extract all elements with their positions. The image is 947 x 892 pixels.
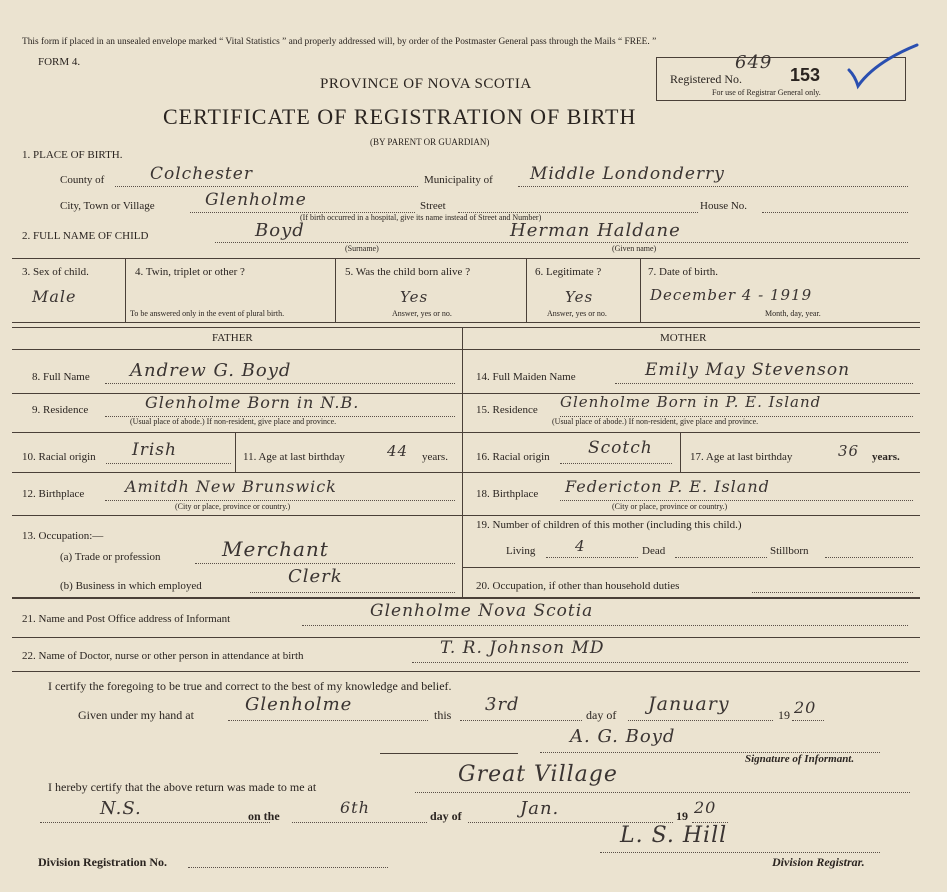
certification-month: January <box>648 693 730 715</box>
given-place: Glenholme <box>245 694 353 715</box>
mother-residence: Glenholme Born in P. E. Island <box>560 393 822 411</box>
this-label: this <box>434 708 452 722</box>
surname-caption: (Surname) <box>345 244 379 253</box>
registrar-year: 20 <box>694 798 717 817</box>
father-name: Andrew G. Boyd <box>130 360 292 381</box>
hospital-note: (If birth occurred in a hospital, give its name instead of Street and Number) <box>300 213 542 222</box>
mother-birthplace: Federicton P. E. Island <box>565 477 770 496</box>
mother-birthplace-note: (City or place, province or country.) <box>612 502 728 511</box>
street-label: Street <box>420 200 446 212</box>
signature-caption: Signature of Informant. <box>745 753 855 765</box>
stillborn-label: Stillborn <box>770 545 809 557</box>
registrar-year-prefix: 19 <box>676 809 688 823</box>
on-the-label: on the <box>248 809 280 823</box>
living-label: Living <box>506 545 536 557</box>
twin-label: 4. Twin, triplet or other ? <box>135 266 245 278</box>
certificate-subtitle: (BY PARENT OR GUARDIAN) <box>370 137 490 147</box>
trade-label: (a) Trade or profession <box>60 551 161 563</box>
province-heading: PROVINCE OF NOVA SCOTIA <box>320 76 532 92</box>
alive-note: Answer, yes or no. <box>392 309 452 318</box>
checkmark-icon <box>845 42 920 90</box>
father-residence: Glenholme Born in N.B. <box>145 393 360 412</box>
certification-year: 20 <box>794 698 817 717</box>
informant-value: Glenholme Nova Scotia <box>370 601 594 621</box>
legitimate-note: Answer, yes or no. <box>547 309 607 318</box>
certificate-title: CERTIFICATE OF REGISTRATION OF BIRTH <box>163 104 637 129</box>
legitimate-label: 6. Legitimate ? <box>535 266 602 278</box>
registered-number: 153 <box>790 65 821 85</box>
division-registration-label: Division Registration No. <box>38 855 167 869</box>
father-residence-label: 9. Residence <box>32 404 89 416</box>
registrar-statement: I hereby certify that the above return was made to me at <box>48 780 317 794</box>
informant-signature: A. G. Boyd <box>570 726 676 747</box>
twin-note: To be answered only in the event of plural birth. <box>130 309 285 318</box>
mother-occupation-label: 20. Occupation, if other than household duties <box>476 580 680 592</box>
alive-label: 5. Was the child born alive ? <box>345 266 471 278</box>
father-name-label: 8. Full Name <box>32 371 90 383</box>
father-age-unit: years. <box>422 451 448 463</box>
informant-label: 21. Name and Post Office address of Informant <box>22 613 231 625</box>
mother-residence-label: 15. Residence <box>476 404 538 416</box>
registrar-province: N.S. <box>100 798 142 819</box>
city-value: Glenholme <box>205 190 307 210</box>
father-trade: Merchant <box>222 537 329 561</box>
mother-residence-note: (Usual place of abode.) If non-resident, give place and province. <box>552 417 759 426</box>
house-no-label: House No. <box>700 200 748 212</box>
registrar-place: Great Village <box>458 762 618 787</box>
certification-day: 3rd <box>485 694 520 715</box>
sex-value: Male <box>32 287 77 306</box>
child-given-name: Herman Haldane <box>510 220 681 241</box>
business-label: (b) Business in which employed <box>60 580 202 592</box>
father-racial-label: 10. Racial origin <box>22 451 96 463</box>
father-racial: Irish <box>132 440 177 460</box>
children-label: 19. Number of children of this mother (including this child.) <box>476 519 742 531</box>
mother-racial: Scotch <box>588 438 653 458</box>
mother-age: 36 <box>838 442 860 460</box>
dob-label: 7. Date of birth. <box>648 266 718 278</box>
alive-value: Yes <box>400 288 429 306</box>
father-occupation-label: 13. Occupation:— <box>22 530 104 542</box>
registrar-month: Jan. <box>520 798 560 819</box>
mother-heading: MOTHER <box>660 332 707 344</box>
mother-name: Emily May Stevenson <box>645 360 851 380</box>
mother-age-unit: years. <box>872 451 900 463</box>
father-age-label: 11. Age at last birthday <box>243 451 345 463</box>
doctor-label: 22. Name of Doctor, nurse or other person in attendance at birth <box>22 650 304 662</box>
dob-note: Month, day, year. <box>765 309 821 318</box>
mother-birthplace-label: 18. Birthplace <box>476 488 539 500</box>
postal-notice: This form if placed in an unsealed envelope marked “ Vital Statistics ” and properly addressed will, by order of the Postmaster General pass through the Mails “ FREE. ” <box>22 37 657 47</box>
father-age: 44 <box>387 442 409 460</box>
day-of-label: day of <box>586 708 617 722</box>
given-caption: (Given name) <box>612 244 657 253</box>
father-birthplace-note: (City or place, province or country.) <box>175 502 291 511</box>
registrar-signature: L. S. Hill <box>620 823 728 848</box>
child-surname: Boyd <box>255 220 305 241</box>
mother-name-label: 14. Full Maiden Name <box>476 371 576 383</box>
sex-label: 3. Sex of child. <box>22 266 89 278</box>
municipality-label: Municipality of <box>424 174 493 186</box>
place-of-birth-label: 1. PLACE OF BIRTH. <box>22 149 123 161</box>
registrar-day-of-label: day of <box>430 809 462 823</box>
registrar-day: 6th <box>340 798 370 817</box>
dead-label: Dead <box>642 545 666 557</box>
form-number: FORM 4. <box>38 56 81 68</box>
municipality-value: Middle Londonderry <box>530 164 725 184</box>
county-label: County of <box>60 174 105 186</box>
city-label: City, Town or Village <box>60 200 155 212</box>
father-heading: FATHER <box>212 332 253 344</box>
division-registrar-caption: Division Registrar. <box>772 855 865 869</box>
father-business: Clerk <box>288 566 343 587</box>
county-value: Colchester <box>150 164 253 184</box>
registered-handwritten: 649 <box>735 52 773 73</box>
year-prefix: 19 <box>778 708 790 722</box>
given-label: Given under my hand at <box>78 708 194 722</box>
father-residence-note: (Usual place of abode.) If non-resident, give place and province. <box>130 417 337 426</box>
legitimate-value: Yes <box>565 288 594 306</box>
mother-age-label: 17. Age at last birthday <box>690 451 793 463</box>
father-birthplace-label: 12. Birthplace <box>22 488 85 500</box>
dob-value: December 4 - 1919 <box>650 286 813 304</box>
living-value: 4 <box>575 537 586 555</box>
mother-racial-label: 16. Racial origin <box>476 451 550 463</box>
child-name-label: 2. FULL NAME OF CHILD <box>22 230 149 242</box>
registrar-note: For use of Registrar General only. <box>712 88 821 97</box>
doctor-value: T. R. Johnson MD <box>440 638 605 658</box>
father-birthplace: Amitdh New Brunswick <box>125 477 337 496</box>
certification-statement: I certify the foregoing to be true and correct to the best of my knowledge and belief. <box>48 679 452 693</box>
registered-label: Registered No. <box>670 72 742 86</box>
